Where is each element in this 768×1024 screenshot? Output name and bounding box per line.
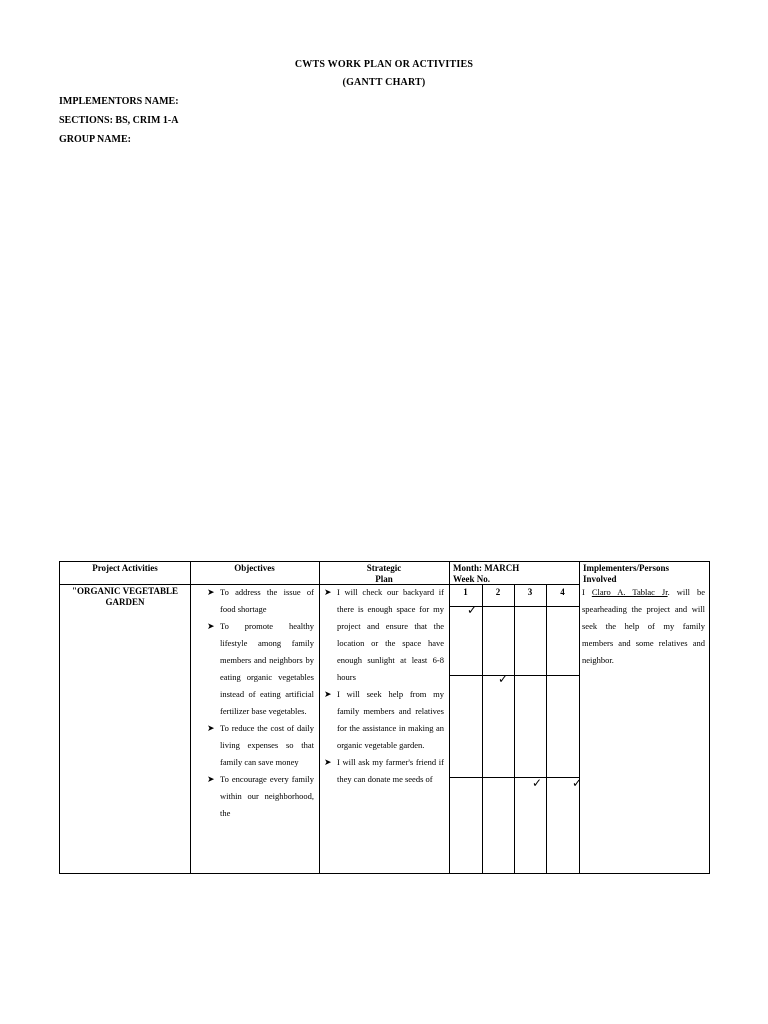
header-month: Month: MARCH xyxy=(453,563,520,573)
objective-item: ➤ To reduce the cost of daily living expenses so that family can save money xyxy=(206,720,314,771)
project-activity-name: "ORGANIC VEGETABLE GARDEN xyxy=(72,586,178,607)
strategic-plan-item: ➤ I will seek help from my family members and relatives for the assistance in making an organic vegetable garden. xyxy=(323,686,444,754)
objective-item: ➤ To address the issue of food shortage xyxy=(206,584,314,618)
arrow-bullet-icon: ➤ xyxy=(207,723,215,733)
objective-item: ➤ To promote healthy lifestyle among family members and neighbors by eating organic vegetables instead of eating artificial fertilizer base vegetables. xyxy=(206,618,314,720)
week-row-divider xyxy=(449,777,579,778)
checkmark-icon: ✓ xyxy=(498,672,509,686)
document-title: CWTS WORK PLAN OR ACTIVITIES xyxy=(294,59,474,70)
objective-item: ➤ To encourage every family within our neighborhood, the xyxy=(206,771,314,822)
checkmark-icon: ✓ xyxy=(467,603,478,617)
column-divider xyxy=(319,562,320,873)
checkmark-icon: ✓ xyxy=(572,776,583,790)
strategic-plan-item: ➤ I will check our backyard if there is enough space for my project and ensure that the location or the space have enough sunlight at least 6-8 hours xyxy=(323,584,444,686)
strategic-plan-list xyxy=(323,584,444,788)
implementers-text: I Claro A. Tablac Jr. will be spearheading the project and will seek the help of my family members and some relatives and neighbor. xyxy=(582,587,705,665)
objectives-list xyxy=(206,584,314,822)
week-row-divider xyxy=(449,675,579,676)
week-divider xyxy=(514,584,515,873)
implementors-name-label: IMPLEMENTORS NAME: xyxy=(59,96,179,107)
group-name-label: GROUP NAME: xyxy=(59,134,131,145)
week-number: 3 xyxy=(527,587,533,597)
arrow-bullet-icon: ➤ xyxy=(324,757,332,767)
header-objectives: Objectives xyxy=(234,563,275,573)
header-implementers: Implementers/Persons xyxy=(583,563,669,573)
arrow-bullet-icon: ➤ xyxy=(207,774,215,784)
header-week-no: Week No. xyxy=(453,574,490,584)
week-divider xyxy=(546,584,547,873)
week-number: 1 xyxy=(463,587,468,597)
arrow-bullet-icon: ➤ xyxy=(324,587,332,597)
arrow-bullet-icon: ➤ xyxy=(324,689,332,699)
gantt-table xyxy=(59,561,710,874)
sections-label: SECTIONS: BS, CRIM 1-A xyxy=(59,115,179,126)
week-number: 4 xyxy=(560,587,565,597)
checkmark-icon: ✓ xyxy=(532,776,543,790)
arrow-bullet-icon: ➤ xyxy=(207,587,215,597)
header-strategic: Strategic xyxy=(366,563,402,573)
arrow-bullet-icon: ➤ xyxy=(207,621,215,631)
document-subtitle: (GANTT CHART) xyxy=(342,77,426,88)
header-involved: Involved xyxy=(583,574,617,584)
column-divider xyxy=(190,562,191,873)
column-divider xyxy=(449,562,450,873)
week-number: 2 xyxy=(495,587,501,597)
column-divider xyxy=(579,562,580,873)
header-plan: Plan xyxy=(375,574,393,584)
implementer-name: Claro A. Tablac Jr xyxy=(591,587,668,597)
week-divider xyxy=(482,584,483,873)
strategic-plan-item: ➤ I will ask my farmer's friend if they can donate me seeds of xyxy=(323,754,444,788)
header-project-activities: Project Activities xyxy=(92,563,158,573)
